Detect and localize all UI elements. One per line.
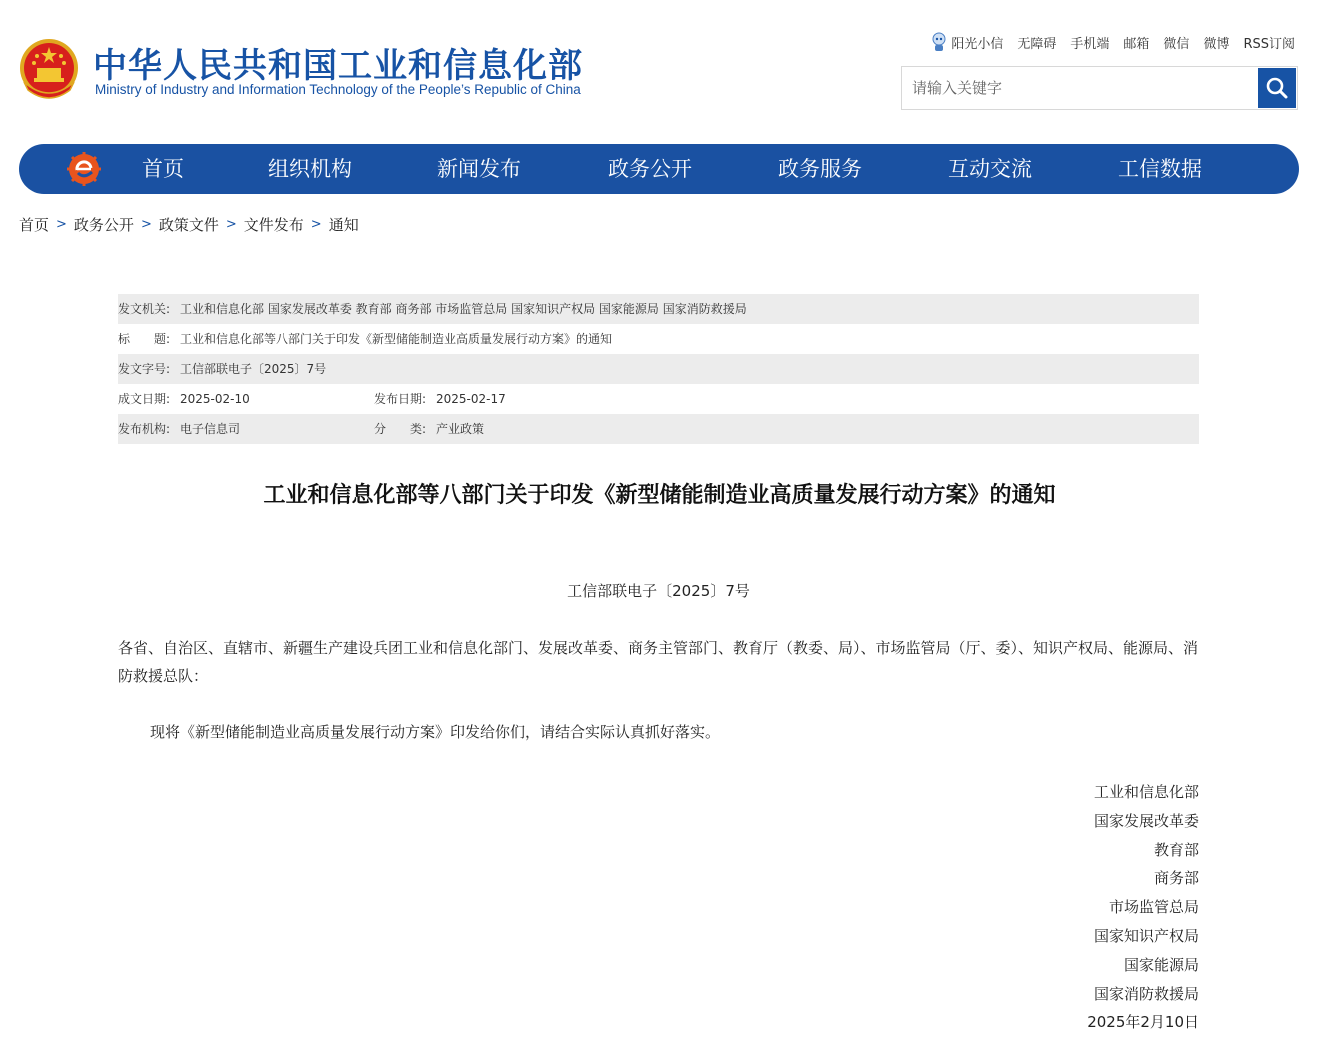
nav-item-home[interactable]: 首页 (142, 157, 184, 181)
article-body: 现将《新型储能制造业高质量发展行动方案》印发给你们，请结合实际认真抓好落实。 (150, 723, 721, 741)
search-icon (1265, 76, 1289, 100)
top-link-label: 阳光小信 (951, 36, 1004, 52)
signer: 教育部 (1153, 840, 1199, 859)
meta-value: 工业和信息化部等八部门关于印发《新型储能制造业高质量发展行动方案》的通知 (180, 332, 613, 346)
nav-item-interaction[interactable]: 互动交流 (948, 157, 1032, 181)
site-title-en[interactable]: Ministry of Industry and Information Technology of the People’s Republic of China (95, 82, 581, 97)
meta-label: 发文字号: (118, 362, 171, 376)
meta-value: 产业政策 (436, 422, 485, 436)
search-button[interactable] (1258, 68, 1296, 108)
signer: 国家能源局 (1123, 955, 1199, 974)
meta-value: 电子信息司 (180, 422, 241, 436)
top-link-mobile[interactable]: 手机端 (1070, 36, 1110, 52)
meta-value: 2025-02-17 (436, 392, 506, 406)
signer: 国家消防救援局 (1093, 984, 1199, 1003)
article-title: 工业和信息化部等八部门关于印发《新型储能制造业高质量发展行动方案》的通知 (263, 483, 1056, 508)
meta-label: 发文机关: (118, 302, 171, 316)
chevron-right-icon: > (56, 217, 67, 232)
nav-item-data[interactable]: 工信数据 (1118, 157, 1202, 181)
site-title-cn[interactable]: 中华人民共和国工业和信息化部 (93, 46, 583, 86)
robot-icon (931, 32, 947, 52)
meta-row-title (118, 324, 1199, 354)
meta-label: 发布机构: (118, 422, 171, 436)
site-header (0, 0, 1319, 130)
miit-logo-icon[interactable] (67, 152, 101, 186)
meta-label: 分 类: (374, 422, 427, 436)
article-date: 2025年2月10日 (1087, 1013, 1199, 1032)
meta-row-docno (118, 354, 1199, 384)
main-nav (19, 144, 1299, 194)
meta-label: 发布日期: (374, 392, 427, 406)
nav-item-services[interactable]: 政务服务 (778, 157, 862, 181)
signer: 商务部 (1153, 869, 1199, 888)
meta-label: 成文日期: (118, 392, 171, 406)
meta-row-issuer (118, 294, 1199, 324)
breadcrumb (19, 214, 359, 235)
meta-row-dates (118, 384, 1199, 414)
top-link-weibo[interactable]: 微博 (1203, 36, 1230, 52)
chevron-right-icon: > (310, 217, 322, 232)
signer: 市场监管总局 (1108, 898, 1199, 917)
top-link-sunshine[interactable] (931, 32, 1003, 52)
article-signers (1087, 778, 1199, 1037)
meta-label: 标 题: (118, 332, 171, 346)
meta-row-org (118, 414, 1199, 444)
breadcrumb-home[interactable]: 首页 (19, 216, 50, 234)
top-link-rss[interactable]: RSS订阅 (1243, 36, 1295, 52)
top-link-accessibility[interactable]: 无障碍 (1017, 36, 1057, 52)
chevron-right-icon: > (225, 217, 237, 232)
search-input[interactable] (902, 67, 1258, 109)
signer: 工业和信息化部 (1093, 783, 1199, 801)
nav-item-organization[interactable]: 组织机构 (268, 157, 352, 181)
meta-value: 2025-02-10 (180, 392, 250, 406)
breadcrumb-file-release[interactable]: 文件发布 (243, 216, 304, 234)
breadcrumb-government-affairs[interactable]: 政务公开 (73, 216, 134, 234)
meta-value: 工业和信息化部 国家发展改革委 教育部 商务部 市场监管总局 国家知识产权局 国家能源局 国家消防救援局 (180, 302, 747, 316)
top-link-wechat[interactable]: 微信 (1163, 36, 1190, 52)
article-doc-number: 工信部联电子〔2025〕7号 (567, 582, 750, 600)
national-emblem-icon[interactable] (18, 38, 80, 102)
top-links (917, 32, 1295, 52)
chevron-right-icon: > (140, 217, 152, 232)
signer: 国家知识产权局 (1093, 926, 1199, 945)
signer: 国家发展改革委 (1093, 811, 1199, 830)
document-meta-table (118, 294, 1199, 444)
nav-item-news[interactable]: 新闻发布 (437, 157, 521, 181)
top-link-mail[interactable]: 邮箱 (1123, 36, 1150, 52)
breadcrumb-policy-documents[interactable]: 政策文件 (158, 216, 219, 234)
nav-item-government-affairs[interactable]: 政务公开 (608, 157, 692, 181)
article-addressee: 各省、自治区、直辖市、新疆生产建设兵团工业和信息化部门、发展改革委、商务主管部门、教育厅（教委、局）、市场监管局（厅、委）、知识产权局、能源局、消防救援总队： (118, 639, 1199, 685)
breadcrumb-notice[interactable]: 通知 (328, 216, 359, 234)
meta-value: 工信部联电子〔2025〕7号 (180, 362, 327, 376)
search-box (901, 66, 1298, 110)
